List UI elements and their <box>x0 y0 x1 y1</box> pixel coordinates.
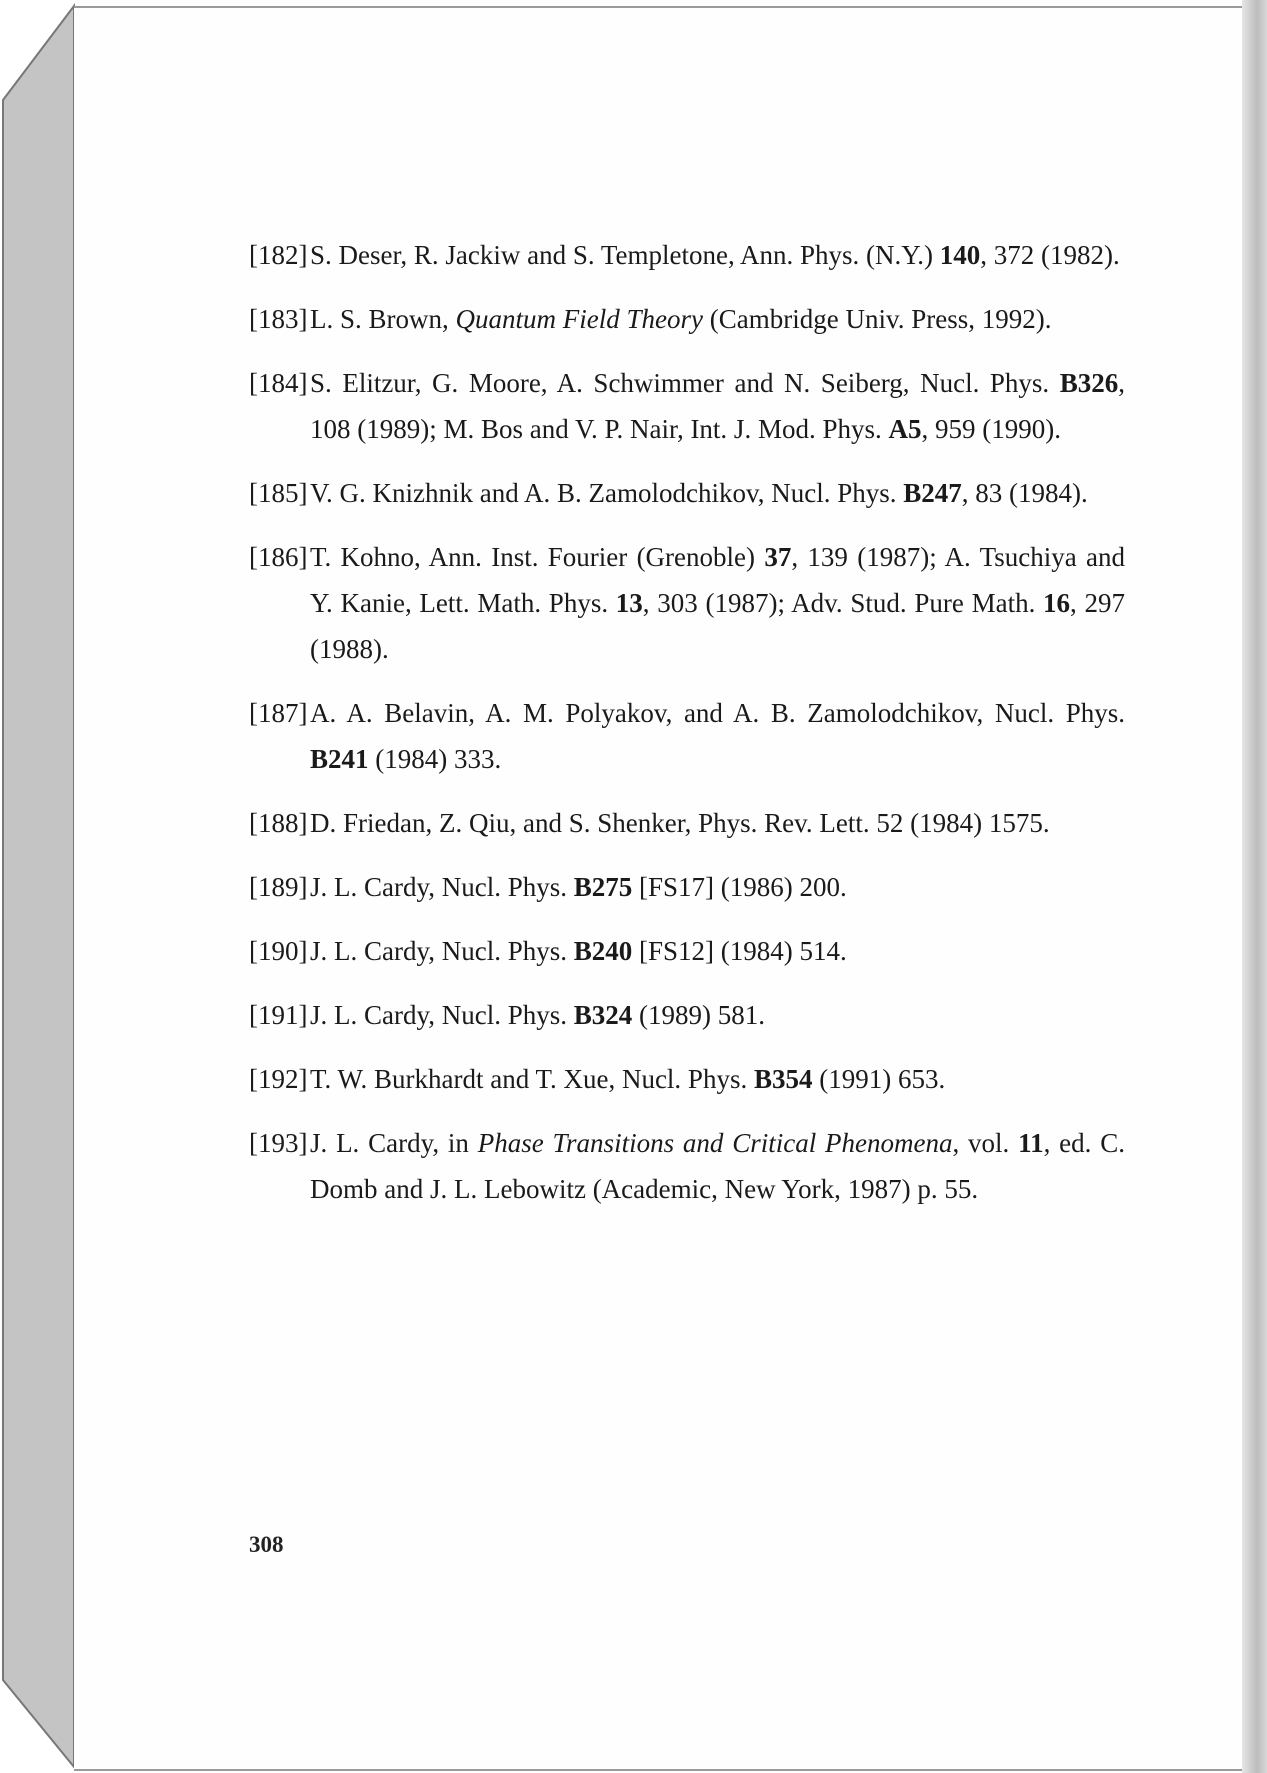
reference-number: [183] <box>249 304 308 334</box>
reference-number: [193] <box>249 1128 308 1158</box>
reference-number: [189] <box>249 872 308 902</box>
reference-text: (1991) 653. <box>812 1064 946 1094</box>
reference-number: [190] <box>249 936 308 966</box>
volume-number: 140 <box>939 240 981 270</box>
reference-text: A. A. Belavin, A. M. Polyakov, and A. B. Zamolodchikov, Nucl. Phys. <box>310 698 1125 728</box>
reference-entry <box>249 296 1125 342</box>
reference-text: D. Friedan, Z. Qiu, and S. Shenker, Phys. Rev. Lett. 52 (1984) 1575. <box>310 808 1050 838</box>
volume-number: B240 <box>573 936 633 966</box>
book-spine <box>0 0 80 1773</box>
reference-text: , vol. <box>952 1128 1019 1158</box>
reference-text: (1984) 333. <box>368 744 502 774</box>
reference-number: [191] <box>249 1000 308 1030</box>
volume-number: A5 <box>888 414 922 444</box>
reference-text: J. L. Cardy, Nucl. Phys. <box>310 936 574 966</box>
volume-number: B324 <box>573 1000 633 1030</box>
volume-number: B354 <box>753 1064 813 1094</box>
reference-entry <box>249 690 1125 782</box>
reference-list <box>249 232 1125 1230</box>
volume-number: 16 <box>1043 588 1071 618</box>
reference-text: , 108 (1989); M. Bos and V. P. Nair, Int. J. Mod. Phys. <box>310 368 1125 444</box>
reference-entry <box>249 534 1125 672</box>
reference-text: , 303 (1987); Adv. Stud. Pure Math. <box>642 588 1044 618</box>
reference-number: [185] <box>249 478 308 508</box>
reference-number: [187] <box>249 698 308 728</box>
reference-entry <box>249 1056 1125 1102</box>
reference-text: [FS17] (1986) 200. <box>632 872 847 902</box>
reference-number: [188] <box>249 808 308 838</box>
reference-text: V. G. Knizhnik and A. B. Zamolodchikov, Nucl. Phys. <box>310 478 904 508</box>
reference-number: [182] <box>249 240 308 270</box>
book-title: Phase Transitions and Critical Phenomena <box>477 1128 953 1158</box>
reference-number: [186] <box>249 542 308 572</box>
volume-number: B275 <box>573 872 633 902</box>
reference-text: , ed. C. Domb and J. L. Lebowitz (Academic, New York, 1987) p. 55. <box>310 1128 1125 1204</box>
book-title: Quantum Field Theory <box>455 304 703 334</box>
reference-text: (Cambridge Univ. Press, 1992). <box>703 304 1052 334</box>
page-edge-shadow <box>1242 0 1267 1773</box>
reference-text: (1989) 581. <box>632 1000 765 1030</box>
reference-entry <box>249 800 1125 846</box>
reference-text: J. L. Cardy, in <box>310 1128 478 1158</box>
reference-entry <box>249 360 1125 452</box>
reference-number: [192] <box>249 1064 308 1094</box>
volume-number: 37 <box>764 542 792 572</box>
reference-entry <box>249 232 1125 278</box>
reference-text: , 959 (1990). <box>921 414 1061 444</box>
reference-text: S. Elitzur, G. Moore, A. Schwimmer and N. Seiberg, Nucl. Phys. <box>310 368 1060 398</box>
volume-number: B241 <box>310 744 369 774</box>
reference-text: S. Deser, R. Jackiw and S. Templetone, Ann. Phys. (N.Y.) <box>310 240 940 270</box>
reference-entry <box>249 992 1125 1038</box>
volume-number: B247 <box>903 478 962 508</box>
volume-number: 11 <box>1018 1128 1044 1158</box>
reference-number: [184] <box>249 368 308 398</box>
reference-text: T. Kohno, Ann. Inst. Fourier (Grenoble) <box>310 542 765 572</box>
reference-entry <box>249 928 1125 974</box>
volume-number: B326 <box>1059 368 1119 398</box>
reference-text: , 83 (1984). <box>961 478 1088 508</box>
reference-text: [FS12] (1984) 514. <box>632 936 847 966</box>
page-number: 308 <box>249 1532 284 1557</box>
reference-text: , 297 (1988). <box>310 588 1125 664</box>
reference-entry <box>249 864 1125 910</box>
reference-entry <box>249 470 1125 516</box>
reference-text: , 139 (1987); A. Tsuchiya and Y. Kanie, Lett. Math. Phys. <box>310 542 1126 618</box>
reference-text: , 372 (1982). <box>980 240 1120 270</box>
reference-entry <box>249 1120 1125 1212</box>
volume-number: 13 <box>615 588 643 618</box>
reference-text: J. L. Cardy, Nucl. Phys. <box>310 1000 574 1030</box>
reference-text: L. S. Brown, <box>310 304 456 334</box>
reference-text: T. W. Burkhardt and T. Xue, Nucl. Phys. <box>310 1064 754 1094</box>
reference-text: J. L. Cardy, Nucl. Phys. <box>310 872 574 902</box>
